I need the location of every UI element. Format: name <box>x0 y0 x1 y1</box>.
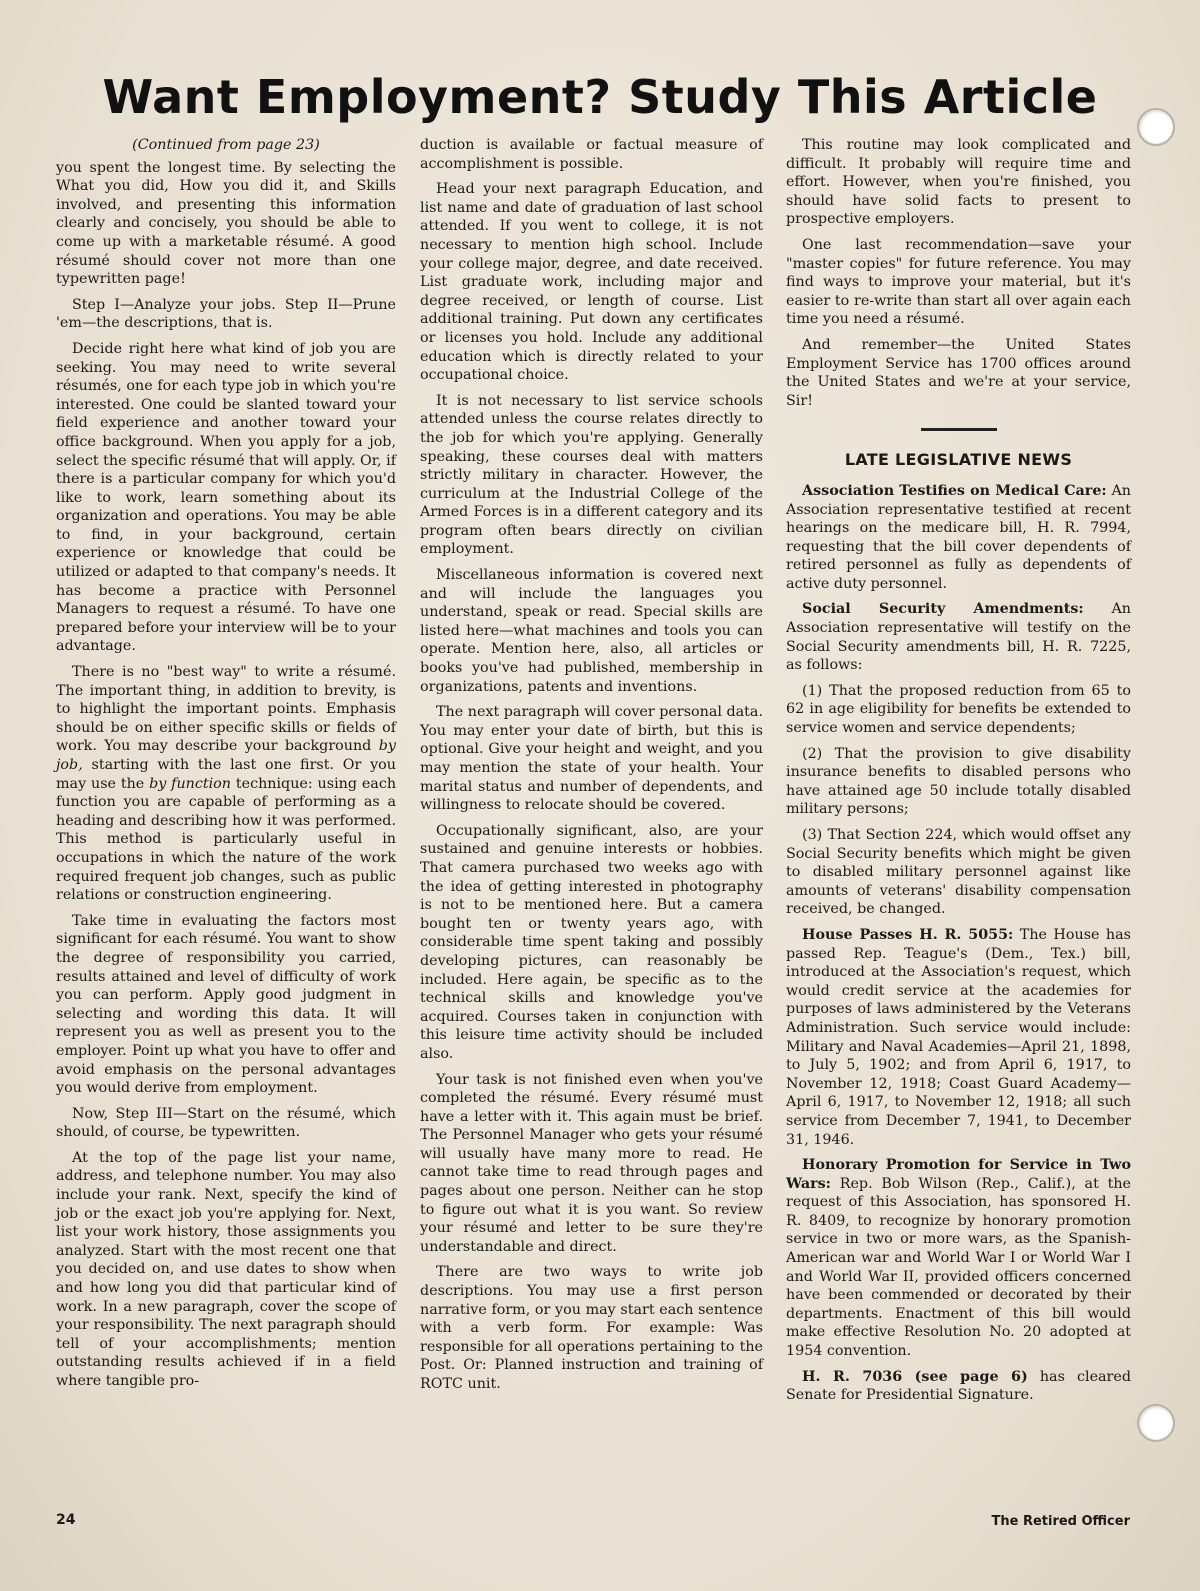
paragraph <box>56 663 396 905</box>
paragraph: Occupationally significant, also, are your sustained and genuine interests or hobbies. That camera purchased two weeks ago with the idea of getting interested in photography is not to be mentioned here. But a camera bought ten or twenty years ago, with considerable time spent taking and possibly developing pictures, can reasonably be included. Here again, be specific as to the technical skills and knowledge you've acquired. Courses taken in conjunction with this leisure time activity should be included also. <box>420 822 763 1062</box>
news-item-body: An Association representative will testify on the Social Security amendments bill, H. R. 7225, as follows: <box>786 601 1131 674</box>
page-number: 24 <box>56 1512 76 1528</box>
news-item-head: H. R. 7036 (see page 6) <box>802 1368 1028 1385</box>
paragraph: Now, Step III—Start on the résumé, which should, of course, be typewritten. <box>56 1105 396 1141</box>
paragraph: Decide right here what kind of job you are seeking. You may need to write several résumés, one for each type job in which you're interested. One could be slanted toward your field experience and another toward your office background. When you apply for a job, select the specific résumé that will apply. Or, if there is a particular company for which you'd like to work, learn something about its organization and operations. You may be able to find, in your background, certain experience or knowledge that could be utilized or adapted to that company's needs. It has become a practice with Personnel Managers to request a résumé. To have one prepared before your interview will be to your advantage. <box>56 340 396 655</box>
news-item <box>786 600 1131 674</box>
paragraph: At the top of the page list your name, address, and telephone number. You may also include your rank. Next, specify the kind of job or the exact job you're applying for. Next, list your work history, those assignments you analyzed. Start with the most recent one that you decided on, and use dates to show when and how long you did that particular kind of work. In a new paragraph, cover the scope of your responsibility. The next paragraph should tell of your accomplishments; mention outstanding results achieved if in a field where tangible pro- <box>56 1149 396 1389</box>
column-3 <box>786 136 1131 1412</box>
news-item <box>786 926 1131 1149</box>
paragraph: The next paragraph will cover personal data. You may enter your date of birth, but this is optional. Give your height and weight, and you may mention the state of your health. Your marital status and number of dependents, and willingness to relocate should be covered. <box>420 704 763 814</box>
news-item-body: has cleared Senate for Presidential Signature. <box>786 1368 1132 1404</box>
paragraph: This routine may look complicated and difficult. It probably will require time and effort. However, when you're finished, you should have solid facts to present to prospective employers. <box>786 137 1131 228</box>
news-item-head: House Passes H. R. 5055: <box>802 926 1014 943</box>
news-item <box>786 482 1131 594</box>
binder-hole-bottom <box>1137 1404 1175 1442</box>
news-item-body: An Association representative testified at recent hearings on the medicare bill, H. R. 7994, requesting that the bill cover dependents of retired personnel as fully as dependents of active duty personnel. <box>786 482 1132 592</box>
paragraph: It is not necessary to list service schools attended unless the course relates directly to the job for which you're applying. Generally speaking, these courses deal with matters strictly military in character. However, the curriculum at the Industrial College of the Armed Forces is in a different category and its program often bears directly on civilian employment. <box>420 392 763 558</box>
paragraph: Miscellaneous information is covered next and will include the languages you understand, speak or read. Special skills are listed here—what machines and tools you can operate. Mention here, also, all articles or books you've had published, membership in organizations, patents and inventions. <box>420 567 763 695</box>
news-point: (1) That the proposed reduction from 65 to 62 in age eligibility for benefits be extended to service women and service dependents; <box>786 682 1131 737</box>
text-run-italic: by job, <box>56 738 396 773</box>
text-run: technique: using each function you are capable of performing as a heading and describing how it was performed. This method is particularly useful in occupations in which the nature of the work required frequent job changes, such as public relations or construction engineering. <box>56 775 397 904</box>
paragraph: Step I—Analyze your jobs. Step II—Prune 'em—the descriptions, that is. <box>56 296 396 332</box>
article-title: Want Employment? Study This Article <box>102 70 1098 124</box>
news-item-head: Honorary Promotion for Service in Two Wars: <box>786 1157 1131 1192</box>
news-item <box>786 1368 1131 1405</box>
paragraph: Take time in evaluating the factors most significant for each résumé. You want to show the degree of responsibility you carried, results attained and level of difficulty of work you can perform. Apply good judgment in selecting and wording this data. It will represent you as well as present you to the employer. Point up what you have to offer and avoid emphasis on the personal advantages you would derive from employment. <box>56 912 396 1097</box>
news-item <box>786 1156 1131 1361</box>
continued-note: (Continued from page 23) <box>132 137 320 153</box>
paragraph: And remember—the United States Employment Service has 1700 offices around the United States and we're at your service, Sir! <box>786 336 1131 409</box>
news-item-body: The House has passed Rep. Teague's (Dem., Tex.) bill, introduced at the Association's request, which would credit service at the academies for purposes of laws administered by the Veterans Administration. Such service would include: Military and Naval Academies—April 21, 1898, to July 5, 1902; and from April 6, 1917, to November 12, 1918; Coast Guard Academy—April 6, 1917, to November 12, 1918; all such service from December 7, 1941, to December 31, 1946. <box>786 926 1132 1148</box>
news-item-body: Rep. Bob Wilson (Rep., Calif.), at the request of this Association, has sponsored H. R. 8409, to recognize by honorary promotion service in two or more wars, as the Spanish-American war and World War I or World War I and World War II, provided officers concerned have been commended or decorated by their departments. Enactment of this bill would make effective Resolution No. 20 adopted at 1954 convention. <box>786 1175 1131 1360</box>
text-run-italic: by function <box>149 775 232 792</box>
column-1 <box>56 136 396 1398</box>
paragraph: One last recommendation—save your "master copies" for future reference. You may find ways to improve your material, but it's easier to re-write than start all over again each time you need a résumé. <box>786 236 1131 328</box>
paragraph: duction is available or factual measure of accomplishment is possible. <box>420 137 763 172</box>
news-heading: LATE LEGISLATIVE NEWS <box>844 450 1073 470</box>
paragraph: Your task is not finished even when you've completed the résumé. Every résumé must have a letter with it. This again must be brief. The Personnel Manager who gets your résumé will usually have many more to read. He cannot take time to read through pages and pages about one person. Neither can he stop to figure out what it is you want. So review your résumé and letter to be sure they're understandable and direct. <box>420 1071 763 1255</box>
publication-name: The Retired Officer <box>991 1514 1130 1529</box>
paragraph: Head your next paragraph Education, and list name and date of graduation of last school attended. If you went to college, it is not necessary to mention high school. Include your college major, degree, and date received. List graduate work, including major and degree received, or length of course. List additional training. Put down any certificates or licenses you hold. Include any additional education which is directly related to your occupational choice. <box>420 181 763 384</box>
news-item-head: Social Security Amendments: <box>802 601 1084 618</box>
news-point: (2) That the provision to give disability insurance benefits to disabled persons who have attained age 50 include totally disabled military persons; <box>786 745 1131 818</box>
paragraph: There are two ways to write job descriptions. You may use a first person narrative form, or you may start each sentence with a verb form. For example: Was responsible for all operations pertaining to the Post. Or: Planned instruction and training of ROTC unit. <box>420 1264 763 1392</box>
news-item-head: Association Testifies on Medical Care: <box>802 482 1107 499</box>
news-point: (3) That Section 224, which would offset any Social Security benefits which might be given to disabled military personnel against like amounts of veterans' disability compensation received, be changed. <box>786 827 1131 918</box>
column-2 <box>420 136 763 1401</box>
section-divider <box>921 428 997 431</box>
text-run: There is no "best way" to write a résumé. The important thing, in addition to brevity, is to highlight the important points. Emphasis should be on either specific skills or fields of work. You may describe your background <box>56 664 396 755</box>
paragraph: you spent the longest time. By selecting the What you did, How you did it, and Skills involved, and presenting this information clearly and concisely, you should be able to come up with a marketable résumé. A good résumé should cover not more than one typewritten page! <box>56 159 396 288</box>
text-run: starting with the last one first. Or you may use the <box>56 757 396 792</box>
